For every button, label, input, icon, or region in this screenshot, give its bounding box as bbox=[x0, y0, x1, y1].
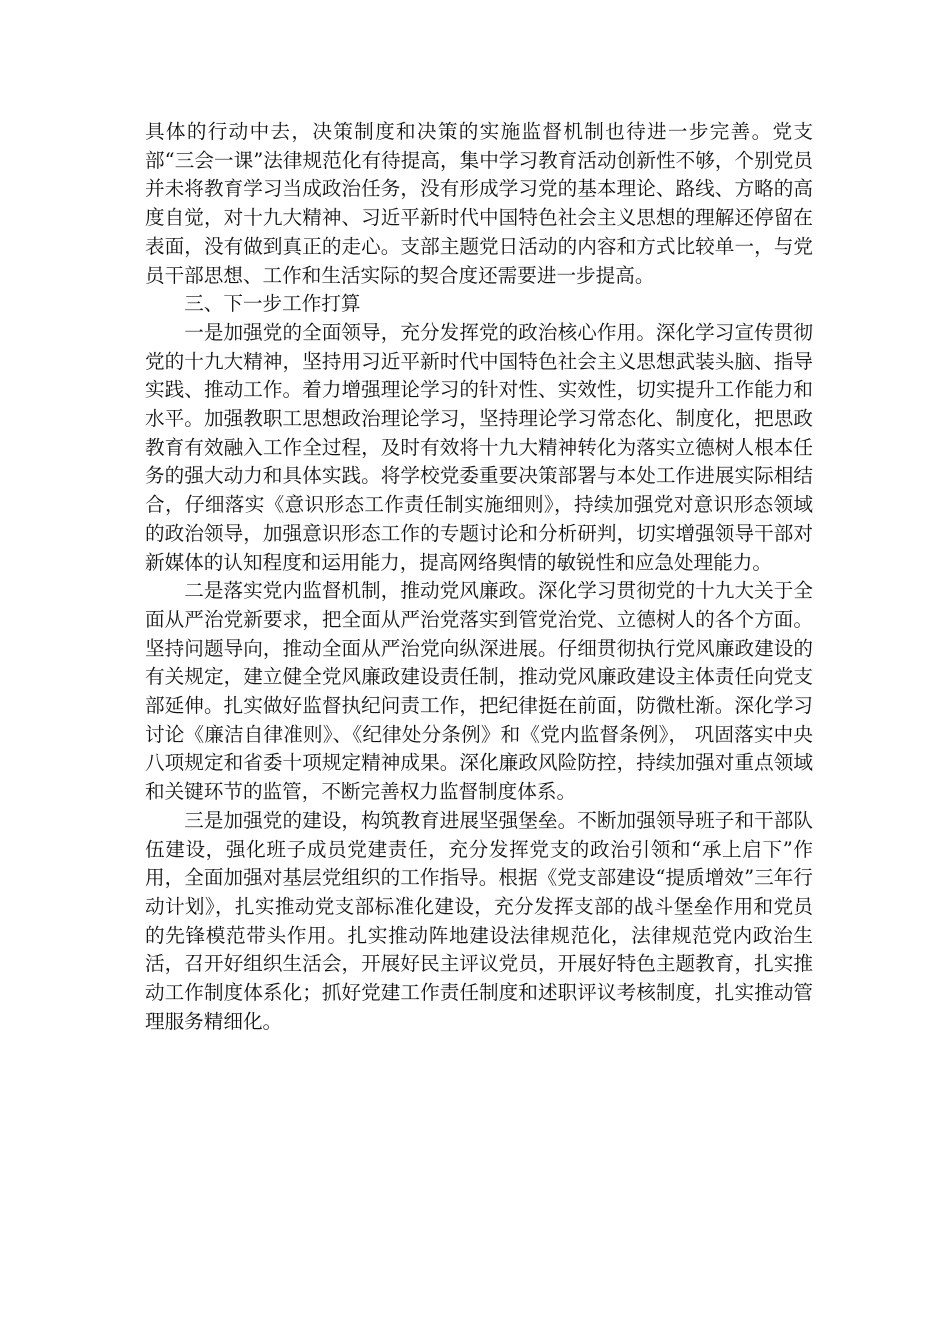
paragraph-point-one: 一是加强党的全面领导，充分发挥党的政治核心作用。深化学习宣传贯彻党的十九大精神，坚持用习近平新时代中国特色社会主义思想武装头脑、指导实践、推动工作。着力增强理论学习的针对性、实效性，切实提升工作能力和水平。加强教职工思想政治理论学习，坚持理论学习常态化、制度化，把思政教育有效融入工作全过程，及时有效将十九大精神转化为落实立德树人根本任务的强大动力和具体实践。将学校党委重要决策部署与本处工作进展实际相结合，仔细落实《意识形态工作责任制实施细则》，持续加强党对意识形态领域的政治领导，加强意识形态工作的专题讨论和分析研判，切实增强领导干部对新媒体的认知程度和运用能力，提高网络舆情的敏锐性和应急处理能力。 bbox=[145, 320, 813, 574]
paragraph-point-two: 二是落实党内监督机制，推动党风廉政。深化学习贯彻党的十九大关于全面从严治党新要求，把全面从严治党落实到管党治党、立德树人的各个方面。坚持问题导向，推动全面从严治党向纵深进展。仔细贯彻执行党风廉政建设的有关规定，建立健全党风廉政建设责任制，推动党风廉政建设主体责任向党支部延伸。扎实做好监督执纪问责工作，把纪律挺在前面，防微杜渐。深化学习讨论《廉洁自律准则》、《纪律处分条例》和《党内监督条例》， 巩固落实中央八项规定和省委十项规定精神成果。深化廉政风险防控，持续加强对重点领域和关键环节的监管，不断完善权力监督制度体系。 bbox=[145, 579, 813, 804]
document-body bbox=[145, 118, 813, 1037]
paragraph-point-three: 三是加强党的建设，构筑教育进展坚强堡垒。不断加强领导班子和干部队伍建设，强化班子成员党建责任，充分发挥党支的政治引领和“承上启下”作用，全面加强对基层党组织的工作指导。根据《党支部建设“提质增效”三年行动计划》，扎实推动党支部标准化建设，充分发挥支部的战斗堡垒作用和党员的先锋模范带头作用。扎实推动阵地建设法律规范化，法律规范党内政治生活，召开好组织生活会，开展好民主评议党员，开展好特色主题教育，扎实推动工作制度体系化；抓好党建工作责任制度和述职评议考核制度，扎实推动管理服务精细化。 bbox=[145, 808, 813, 1033]
section-heading: 三、下一步工作打算 bbox=[184, 292, 361, 316]
paragraph-continuation: 具体的行动中去，决策制度和决策的实施监督机制也待进一步完善。党支部“三会一课”法律规范化有待提高，集中学习教育活动创新性不够，个别党员并未将教育学习当成政治任务，没有形成学习党的基本理论、路线、方略的高度自觉，对十九大精神、习近平新时代中国特色社会主义思想的理解还停留在表面，没有做到真正的走心。支部主题党日活动的内容和方式比较单一，与党员干部思想、工作和生活实际的契合度还需要进一步提高。 bbox=[145, 120, 813, 287]
